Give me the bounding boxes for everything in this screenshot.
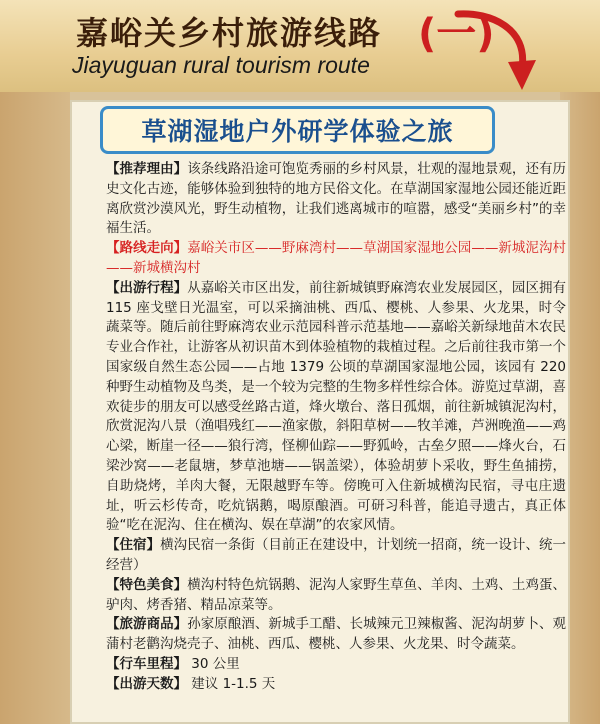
recommend-label: 【推荐理由】	[106, 161, 188, 177]
recommend-paragraph	[76, 160, 566, 239]
itinerary-paragraph	[76, 279, 566, 536]
lodging-text: 横沟民宿一条街（目前正在建设中，计划统一招商，统一设计、统一经营）	[106, 537, 567, 573]
lodging-label: 【住宿】	[106, 537, 161, 554]
route-paragraph	[76, 239, 566, 279]
itinerary-text: 从嘉峪关市区出发，前往新城镇野麻湾农业发展园区，园区拥有 115 座戈壁日光温室，可以采摘油桃、西瓜、樱桃、人参果、火龙果，时令蔬菜等。随后前往野麻湾农业示范园科普示范基地——嘉峪关新绿地苗木农民专业合作社，让游客从初识苗木到体验植物的栽植过程。之后前往我市第一个国家级自然生态公园——占地 1379 公顷的草湖国家湿地公园，该园有 220 种野生动植物及鸟类，是一个较为完整的生物多样性综合体。游览过草湖，喜欢徒步的朋友可以感受丝路古道，烽火墩台、落日孤烟，前往新城镇泥沟村，欣赏泥沟八景（渔唱残红——渔家傲，斜阳草树——牧羊滩，芦洲晚渔——鸡心梁，断崖一径——狼行湾，怪柳仙踪——野狐岭，古垒夕照——烽火台，石梁沙窝——老鼠塘，梦草池塘——锅盖梁），体验胡萝卜采收，野生鱼捕捞，自助烧烤，羊肉大餐，无限越野车等。傍晚可入住新城横沟民宿，寻屯庄遗址，听云杉传奇，吃炕锅鹅，喝原酿酒。可研习科普，能追寻遗古，真正体验“吃在泥沟、住在横沟、娱在草湖”的农家风情。	[106, 279, 567, 534]
goods-paragraph	[76, 615, 566, 655]
distance-text: 30 公里	[191, 655, 240, 672]
goods-label: 【旅游商品】	[106, 616, 188, 633]
header-title: 嘉峪关乡村旅游线路	[76, 14, 383, 52]
header-banner	[0, 0, 600, 92]
main-title-frame	[100, 106, 495, 154]
header-subtitle: Jiayuguan rural tourism route	[72, 52, 370, 78]
distance-paragraph	[76, 655, 566, 675]
food-paragraph	[76, 576, 566, 616]
food-label: 【特色美食】	[106, 576, 188, 593]
days-paragraph	[76, 675, 566, 695]
itinerary-label: 【出游行程】	[106, 279, 188, 296]
route-label: 【路线走向】	[106, 240, 188, 257]
distance-label: 【行车里程】	[106, 655, 187, 672]
days-label: 【出游天数】	[106, 675, 187, 692]
content-body	[76, 160, 566, 695]
days-text: 建议 1-1.5 天	[191, 675, 276, 692]
lodging-paragraph	[76, 536, 566, 576]
left-decorative-band	[0, 92, 70, 724]
recommend-text: 该条线路沿途可饱览秀丽的乡村风景，壮观的湿地景观，还有历史文化古迹，能够体验到独特的地方民俗文化。在草湖国家湿地公园还能近距离欣赏沙漠风光，野生动植物，让我们逃离城市的喧嚣，感受“美丽乡村”的幸福生活。	[106, 161, 567, 237]
curved-arrow-icon	[450, 6, 540, 92]
food-text: 横沟村特色炕锅鹅、泥沟人家野生草鱼、羊肉、土鸡、土鸡蛋、驴肉、烤香猪、精品凉菜等。	[106, 576, 567, 613]
route-text: 嘉峪关市区——野麻湾村——草湖国家湿地公园——新城泥沟村——新城横沟村	[106, 240, 567, 276]
goods-text: 孙家原酿酒、新城手工醋、长城辣元卫辣椒酱、泥沟胡萝卜、观蒲村老鹳沟烧壳子、油桃、西瓜、樱桃、人参果、火龙果、时令蔬菜。	[106, 616, 567, 653]
main-title: 草湖湿地户外研学体验之旅	[141, 117, 454, 146]
route-number: (一)	[418, 11, 495, 57]
